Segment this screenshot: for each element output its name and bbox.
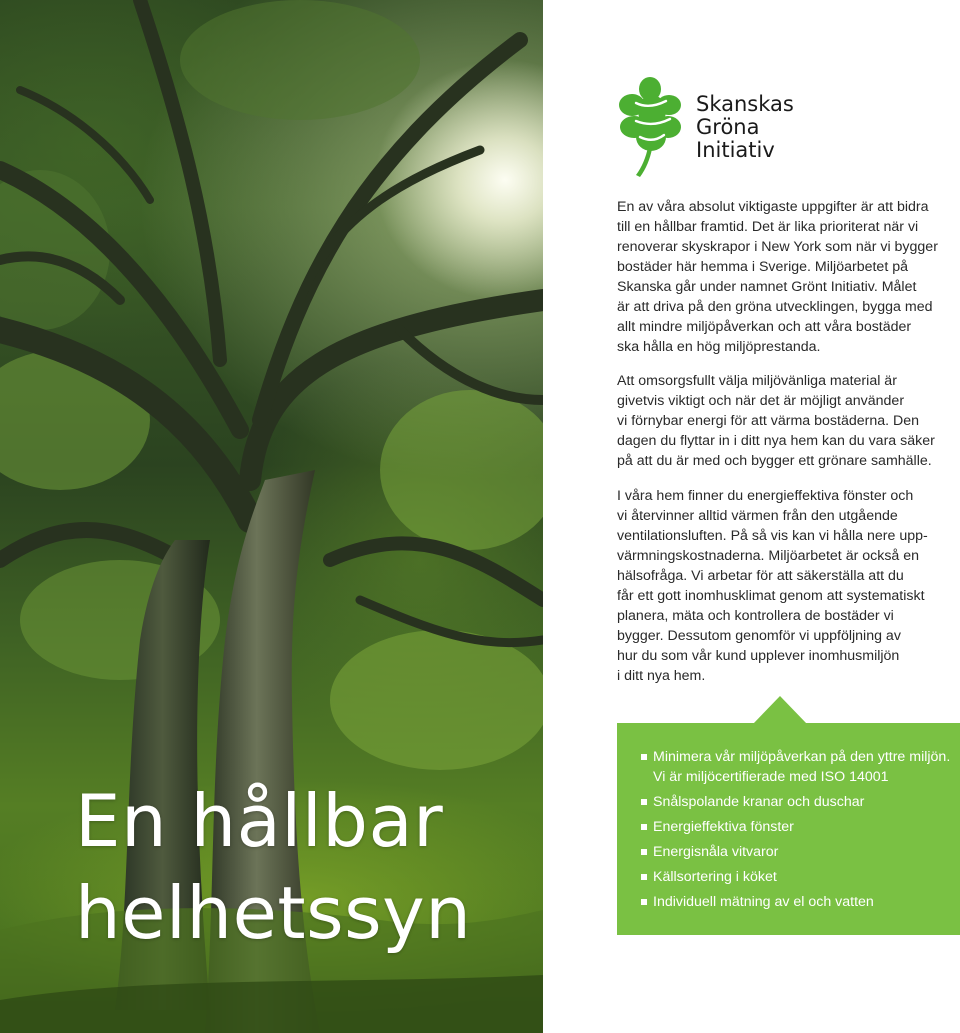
list-item: Minimera vår miljöpåverkan på den yttre miljön. Vi är miljöcertifierade med ISO 14001 (641, 747, 953, 787)
callout-arrow (753, 696, 807, 724)
oak-leaf-icon (614, 75, 686, 179)
logo-wordmark (696, 93, 794, 162)
list-item: Energisnåla vitvaror (641, 842, 953, 862)
logo-line-1: Skanskas (696, 92, 794, 116)
intro-paragraph: En av våra absolut viktigaste uppgifter är att bidra till en hållbar framtid. Det är lika prioriterat när vi renoverar skyskrapor i New York som när vi bygger bostäder här hemma i Sverige. Miljöarbetet på Skanska går under namnet Grönt Initiativ. Målet är att driva på den gröna utvecklingen, bygga med allt mindre miljöpåverkan och att våra bostäder ska hålla en hög miljöprestanda. (617, 199, 938, 355)
list-item: Källsortering i köket (641, 867, 953, 887)
list-item: Energieffektiva fönster (641, 817, 953, 837)
list-item: Individuell mätning av el och vatten (641, 892, 953, 912)
energy-paragraph: I våra hem finner du energieffektiva fönster och vi återvinner alltid värmen från den utgående ventilationsluften. På så vis kan vi hålla nere upp- värmningskostnaderna. Miljöarbetet är också en hälsofråga. Vi arbetar för att säkerställa att du får ett gott inomhusklimat genom att systematiskt planera, mäta och kontrollera de bostäder vi bygger. Dessutom genomför vi uppföljning av hur du som vår kund upplever inomhusmiljön i ditt nya hem. (617, 488, 928, 684)
skanska-grona-initiativ-logo (614, 75, 794, 185)
headline (75, 775, 471, 959)
logo-line-3: Initiativ (696, 138, 775, 162)
feature-list (641, 747, 953, 917)
headline-line-1: En hållbar (75, 779, 444, 863)
headline-line-2: helhetssyn (75, 871, 472, 955)
logo-line-2: Gröna (696, 115, 760, 139)
materials-paragraph: Att omsorgsfullt välja miljövänliga material är givetvis viktigt och när det är möjligt använder vi förnybar energi för att värma bostäderna. Den dagen du flyttar in i ditt nya hem kan du vara säker på att du är med och bygger ett grönare samhälle. (617, 373, 935, 469)
list-item: Snålspolande kranar och duschar (641, 792, 953, 812)
